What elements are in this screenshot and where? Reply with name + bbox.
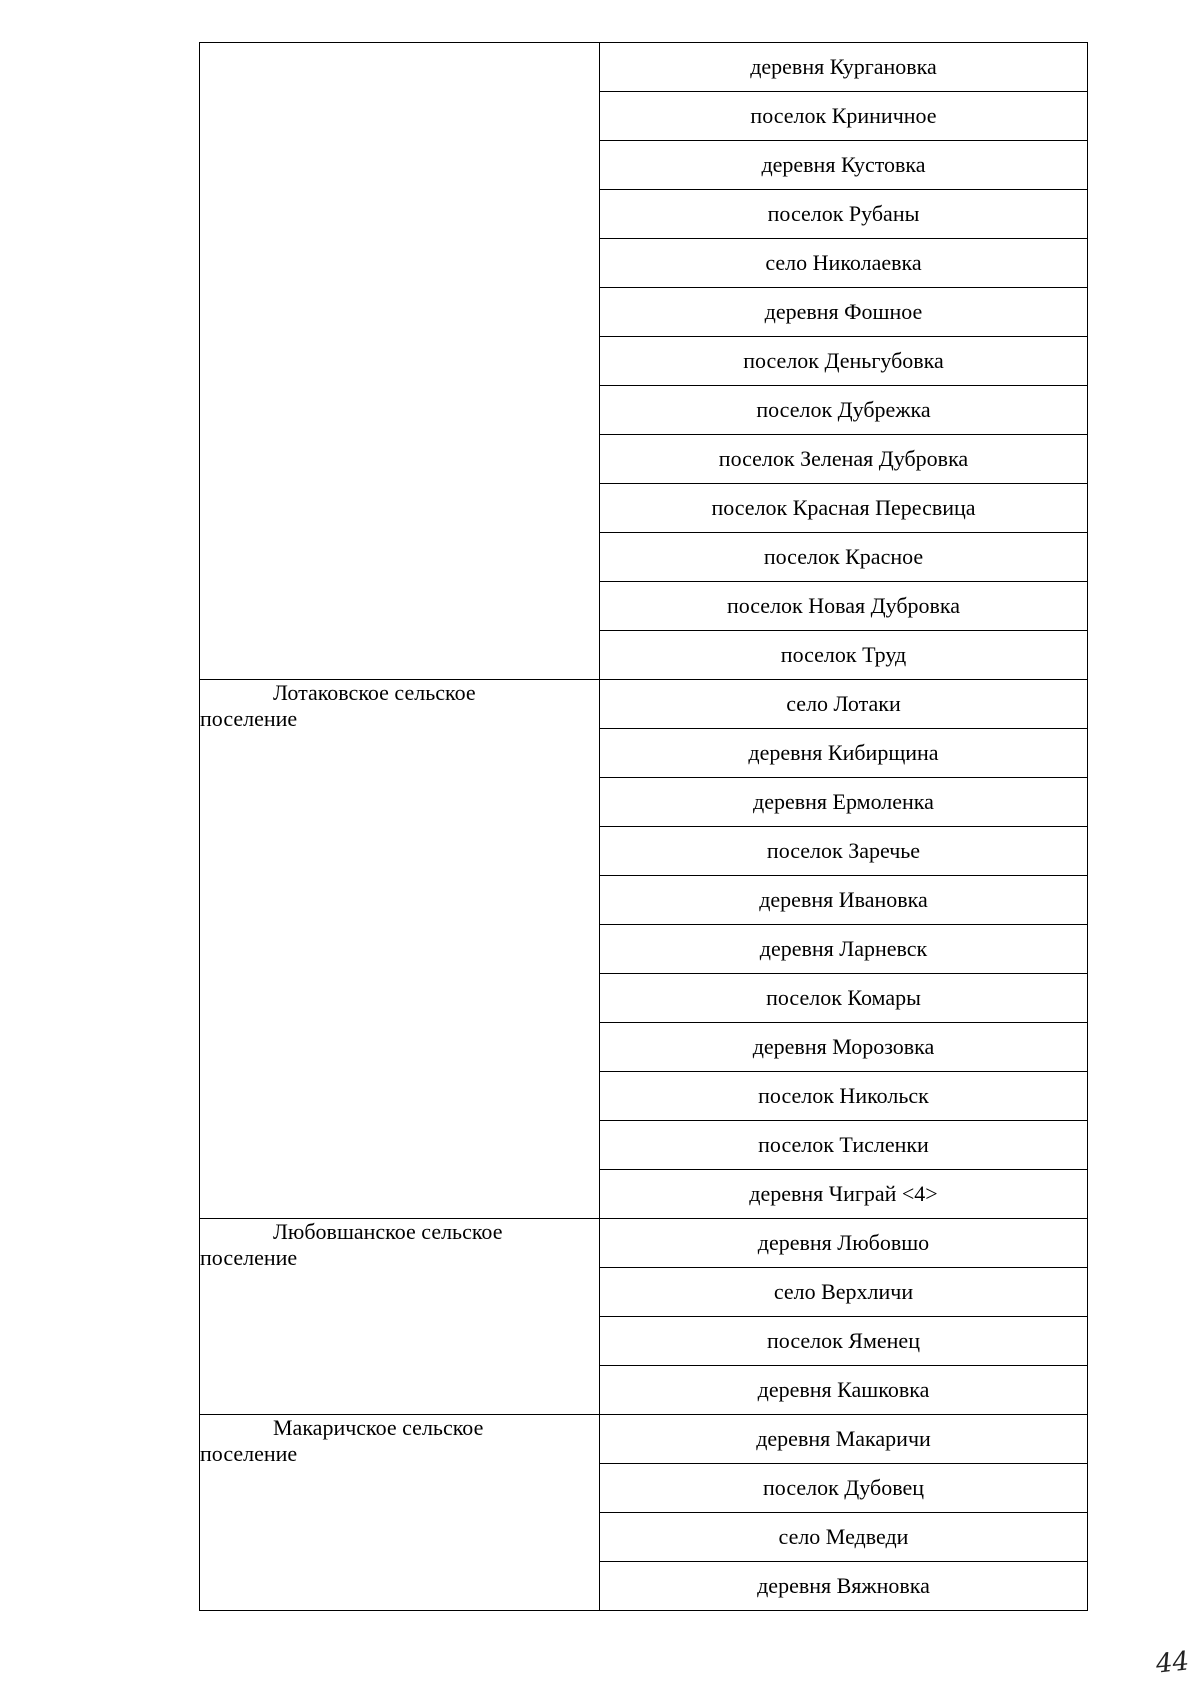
settlement-cell: поселок Рубаны [600,190,1088,239]
district-name-line1: Макаричское сельское [273,1415,484,1440]
settlement-cell: деревня Фошное [600,288,1088,337]
settlement-cell: поселок Новая Дубровка [600,582,1088,631]
table-row [200,1219,1088,1268]
settlement-cell: поселок Красная Пересвица [600,484,1088,533]
settlement-cell: село Николаевка [600,239,1088,288]
settlement-cell: поселок Криничное [600,92,1088,141]
settlement-cell: поселок Деньгубовка [600,337,1088,386]
settlement-cell: поселок Заречье [600,827,1088,876]
district-cell-continued [200,43,600,680]
district-name-line2: поселение [200,706,298,731]
page-number: 44 [1154,1646,1191,1680]
settlement-cell: село Лотаки [600,680,1088,729]
settlement-cell: деревня Макаричи [600,1415,1088,1464]
district-cell [200,1219,600,1415]
settlement-cell: село Медведи [600,1513,1088,1562]
settlement-cell: поселок Дубовец [600,1464,1088,1513]
settlement-cell: деревня Ермоленка [600,778,1088,827]
settlement-cell: деревня Ларневск [600,925,1088,974]
settlement-cell: поселок Никольск [600,1072,1088,1121]
district-cell [200,680,600,1219]
settlements-table-body [200,43,1088,1611]
district-name-line1: Любовшанское сельское [273,1219,503,1244]
settlements-table [199,42,1088,1611]
settlement-cell: деревня Кустовка [600,141,1088,190]
settlement-cell: деревня Кашковка [600,1366,1088,1415]
settlement-cell: поселок Красное [600,533,1088,582]
district-name-line2: поселение [200,1441,298,1466]
settlement-cell: деревня Кибирщина [600,729,1088,778]
settlement-cell: поселок Комары [600,974,1088,1023]
settlement-cell: поселок Тисленки [600,1121,1088,1170]
settlement-cell: деревня Вяжновка [600,1562,1088,1611]
settlement-cell: поселок Яменец [600,1317,1088,1366]
district-name-line1: Лотаковское сельское [273,680,476,705]
district-cell [200,1415,600,1611]
district-name-line2: поселение [200,1245,298,1270]
settlement-cell: село Верхличи [600,1268,1088,1317]
table-row [200,1415,1088,1464]
settlement-cell: деревня Чиграй <4> [600,1170,1088,1219]
settlement-cell: деревня Кургановка [600,43,1088,92]
settlement-cell: поселок Зеленая Дубровка [600,435,1088,484]
settlement-cell: деревня Ивановка [600,876,1088,925]
settlement-cell: деревня Любовшо [600,1219,1088,1268]
table-row [200,680,1088,729]
table-row [200,43,1088,92]
settlement-cell: деревня Морозовка [600,1023,1088,1072]
settlement-cell: поселок Дубрежка [600,386,1088,435]
settlement-cell: поселок Труд [600,631,1088,680]
